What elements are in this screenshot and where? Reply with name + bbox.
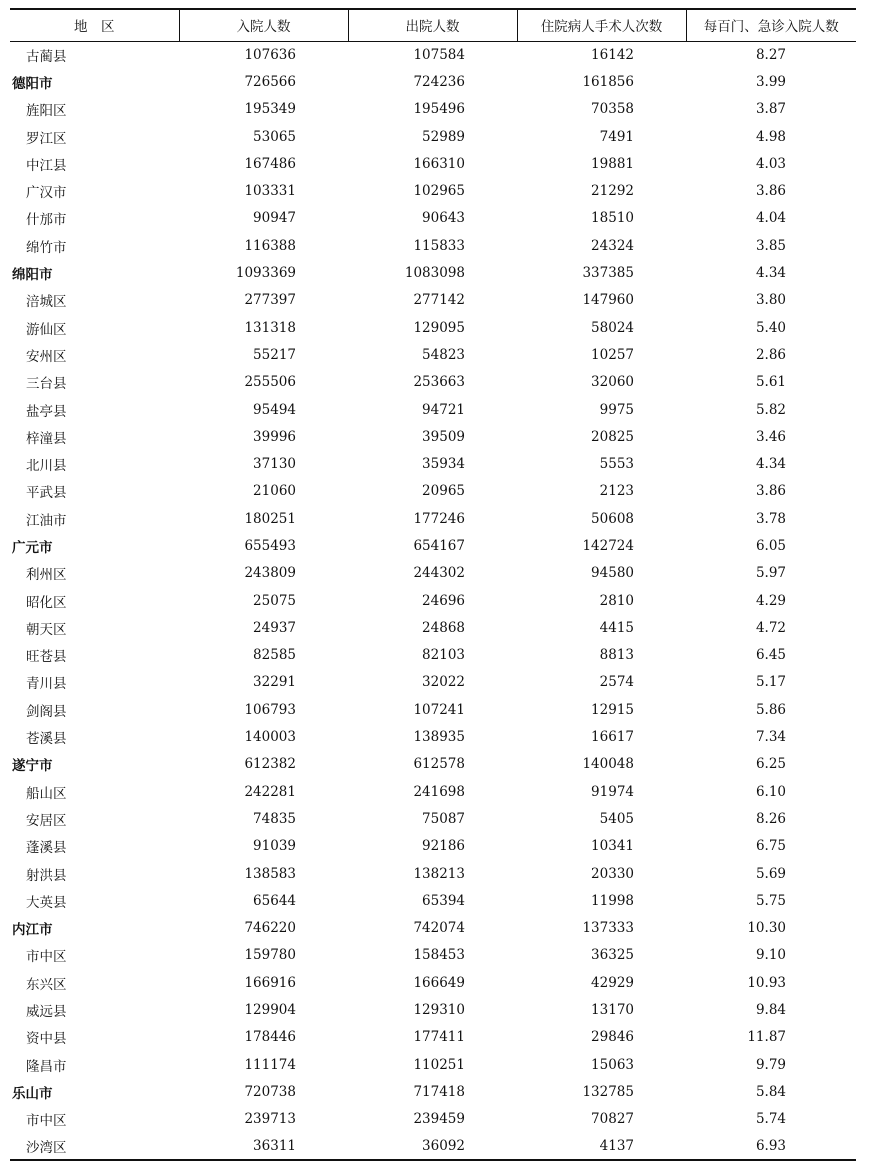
table-row xyxy=(10,560,856,587)
region-name-cell: 三台县 xyxy=(26,376,67,393)
discharges-cell: 65394 xyxy=(422,892,465,909)
admission-rate-cell: 5.75 xyxy=(755,892,786,909)
surgeries-cell: 58024 xyxy=(591,319,634,336)
admission-rate-cell: 3.78 xyxy=(755,510,786,527)
table-row xyxy=(10,614,856,641)
surgeries-cell: 20330 xyxy=(591,865,634,882)
admissions-cell: 243809 xyxy=(244,565,296,582)
discharges-cell: 654167 xyxy=(413,537,465,554)
table-row xyxy=(10,369,856,396)
admissions-cell: 53065 xyxy=(253,128,296,145)
admission-rate-cell: 10.30 xyxy=(747,920,786,937)
admissions-cell: 239713 xyxy=(244,1111,296,1128)
admission-rate-cell: 9.84 xyxy=(755,1002,786,1019)
admissions-cell: 255506 xyxy=(244,374,296,391)
surgeries-cell: 7491 xyxy=(599,128,634,145)
admission-rate-cell: 9.79 xyxy=(755,1056,786,1073)
admission-rate-cell: 4.03 xyxy=(755,155,786,172)
discharges-cell: 138935 xyxy=(413,729,465,746)
table-row xyxy=(10,232,856,259)
admission-rate-cell: 5.17 xyxy=(755,674,786,691)
admissions-cell: 39996 xyxy=(253,428,296,445)
table-row xyxy=(10,587,856,614)
region-name-cell: 绵竹市 xyxy=(26,239,67,256)
admissions-cell: 90947 xyxy=(253,210,296,227)
discharges-cell: 54823 xyxy=(422,346,465,363)
admission-rate-cell: 3.87 xyxy=(755,101,786,118)
admissions-cell: 746220 xyxy=(244,920,296,937)
admissions-cell: 1093369 xyxy=(235,265,296,282)
region-name-cell: 船山区 xyxy=(26,785,67,802)
discharges-cell: 1083098 xyxy=(404,265,465,282)
admissions-cell: 242281 xyxy=(244,783,296,800)
table-row xyxy=(10,177,856,204)
discharges-cell: 177246 xyxy=(413,510,465,527)
surgeries-cell: 19881 xyxy=(591,155,634,172)
header-admission-rate: 每百门、急诊入院人数 xyxy=(686,9,856,41)
region-name-cell: 苍溪县 xyxy=(26,731,67,748)
admission-rate-cell: 5.84 xyxy=(755,1083,786,1100)
table-row xyxy=(10,1133,856,1160)
discharges-cell: 110251 xyxy=(413,1056,465,1073)
region-name-cell: 内江市 xyxy=(12,922,53,939)
table-row xyxy=(10,1024,856,1051)
surgeries-cell: 20825 xyxy=(591,428,634,445)
region-name-cell: 利州区 xyxy=(26,567,67,584)
discharges-cell: 724236 xyxy=(413,73,465,90)
city-row xyxy=(10,1078,856,1105)
discharges-cell: 742074 xyxy=(413,920,465,937)
discharges-cell: 32022 xyxy=(422,674,465,691)
surgeries-cell: 142724 xyxy=(582,537,634,554)
admissions-cell: 107636 xyxy=(244,46,296,63)
surgeries-cell: 337385 xyxy=(582,265,634,282)
region-name-cell: 资中县 xyxy=(26,1031,67,1048)
admissions-cell: 103331 xyxy=(244,183,296,200)
region-name-cell: 大英县 xyxy=(26,894,67,911)
surgeries-cell: 10341 xyxy=(591,838,634,855)
region-name-cell: 中江县 xyxy=(26,157,67,174)
discharges-cell: 92186 xyxy=(422,838,465,855)
admissions-cell: 138583 xyxy=(244,865,296,882)
admissions-cell: 24937 xyxy=(253,619,296,636)
admissions-cell: 111174 xyxy=(244,1056,296,1073)
region-name-cell: 东兴区 xyxy=(26,976,67,993)
admissions-cell: 106793 xyxy=(244,701,296,718)
admission-rate-cell: 8.26 xyxy=(755,810,786,827)
admission-rate-cell: 5.82 xyxy=(755,401,786,418)
region-name-cell: 罗江区 xyxy=(26,130,67,147)
region-name-cell: 绵阳市 xyxy=(12,267,53,284)
discharges-cell: 195496 xyxy=(413,101,465,118)
discharges-cell: 129310 xyxy=(413,1002,465,1019)
surgeries-cell: 70827 xyxy=(591,1111,634,1128)
table-row xyxy=(10,996,856,1023)
city-row xyxy=(10,751,856,778)
surgeries-cell: 8813 xyxy=(599,647,634,664)
admissions-cell: 37130 xyxy=(253,456,296,473)
discharges-cell: 36092 xyxy=(348,1133,517,1160)
region-name-cell: 盐亭县 xyxy=(26,403,67,420)
admission-rate-cell: 3.80 xyxy=(755,292,786,309)
admissions-cell: 726566 xyxy=(244,73,296,90)
region-name-cell: 平武县 xyxy=(26,485,67,502)
table-row xyxy=(10,1051,856,1078)
admission-rate-cell: 4.72 xyxy=(755,619,786,636)
admissions-cell: 159780 xyxy=(244,947,296,964)
discharges-cell: 138213 xyxy=(413,865,465,882)
surgeries-cell: 91974 xyxy=(591,783,634,800)
table-row xyxy=(10,833,856,860)
discharges-cell: 158453 xyxy=(413,947,465,964)
admissions-cell: 21060 xyxy=(253,483,296,500)
region-name-cell: 什邡市 xyxy=(26,212,67,229)
city-row xyxy=(10,532,856,559)
discharges-cell: 244302 xyxy=(413,565,465,582)
admission-rate-cell: 6.10 xyxy=(755,783,786,800)
discharges-cell: 717418 xyxy=(413,1083,465,1100)
admissions-cell: 167486 xyxy=(244,155,296,172)
admission-rate-cell: 9.10 xyxy=(755,947,786,964)
admissions-cell: 91039 xyxy=(253,838,296,855)
discharges-cell: 35934 xyxy=(422,456,465,473)
discharges-cell: 177411 xyxy=(413,1029,465,1046)
table-row xyxy=(10,942,856,969)
discharges-cell: 75087 xyxy=(422,810,465,827)
surgeries-cell: 16617 xyxy=(591,729,634,746)
admission-rate-cell: 5.74 xyxy=(755,1111,786,1128)
table-row xyxy=(10,723,856,750)
admission-rate-cell: 4.04 xyxy=(755,210,786,227)
discharges-cell: 39509 xyxy=(422,428,465,445)
admission-rate-cell: 3.86 xyxy=(755,183,786,200)
admissions-cell: 612382 xyxy=(244,756,296,773)
surgeries-cell: 36325 xyxy=(591,947,634,964)
admission-rate-cell: 3.86 xyxy=(755,483,786,500)
discharges-cell: 129095 xyxy=(413,319,465,336)
surgeries-cell: 147960 xyxy=(582,292,634,309)
admission-rate-cell: 5.69 xyxy=(755,865,786,882)
surgeries-cell: 15063 xyxy=(591,1056,634,1073)
region-name-cell: 沙湾区 xyxy=(10,1133,179,1160)
surgeries-cell: 2123 xyxy=(599,483,634,500)
region-name-cell: 市中区 xyxy=(26,1113,67,1130)
region-name-cell: 古蔺县 xyxy=(26,48,67,65)
admission-rate-cell: 7.34 xyxy=(755,729,786,746)
table-row xyxy=(10,423,856,450)
discharges-cell: 115833 xyxy=(413,237,465,254)
surgeries-cell: 11998 xyxy=(591,892,634,909)
region-name-cell: 旺苍县 xyxy=(26,649,67,666)
region-name-cell: 梓潼县 xyxy=(26,430,67,447)
admissions-cell: 129904 xyxy=(244,1002,296,1019)
admission-rate-cell: 6.25 xyxy=(755,756,786,773)
admission-rate-cell: 5.86 xyxy=(755,701,786,718)
city-row xyxy=(10,259,856,286)
table-header xyxy=(10,9,856,41)
region-name-cell: 广元市 xyxy=(12,539,53,556)
header-admissions: 入院人数 xyxy=(179,9,348,41)
city-row xyxy=(10,915,856,942)
region-name-cell: 北川县 xyxy=(26,458,67,475)
admission-rate-cell: 10.93 xyxy=(747,974,786,991)
region-name-cell: 朝天区 xyxy=(26,621,67,638)
admission-rate-cell: 5.61 xyxy=(755,374,786,391)
admissions-cell: 116388 xyxy=(244,237,296,254)
discharges-cell: 166649 xyxy=(413,974,465,991)
surgeries-cell: 137333 xyxy=(582,920,634,937)
discharges-cell: 253663 xyxy=(413,374,465,391)
table-row xyxy=(10,1106,856,1133)
surgeries-cell: 4137 xyxy=(517,1133,686,1160)
surgeries-cell: 70358 xyxy=(591,101,634,118)
discharges-cell: 20965 xyxy=(422,483,465,500)
admissions-cell: 195349 xyxy=(244,101,296,118)
surgeries-cell: 18510 xyxy=(591,210,634,227)
discharges-cell: 52989 xyxy=(422,128,465,145)
table-row xyxy=(10,860,856,887)
admission-rate-cell: 3.99 xyxy=(755,73,786,90)
admission-rate-cell: 5.97 xyxy=(755,565,786,582)
header-discharges: 出院人数 xyxy=(348,9,517,41)
admissions-cell: 55217 xyxy=(253,346,296,363)
discharges-cell: 277142 xyxy=(413,292,465,309)
table-row xyxy=(10,505,856,532)
admission-rate-cell: 11.87 xyxy=(747,1029,786,1046)
discharges-cell: 239459 xyxy=(413,1111,465,1128)
admission-rate-cell: 8.27 xyxy=(755,46,786,63)
surgeries-cell: 140048 xyxy=(582,756,634,773)
table-body xyxy=(10,41,856,1160)
region-name-cell: 剑阁县 xyxy=(26,703,67,720)
admission-rate-cell: 3.46 xyxy=(755,428,786,445)
region-name-cell: 广汉市 xyxy=(26,185,67,202)
admissions-cell: 655493 xyxy=(244,537,296,554)
header-surgeries: 住院病人手术人次数 xyxy=(517,9,686,41)
surgeries-cell: 16142 xyxy=(591,46,634,63)
table-row xyxy=(10,887,856,914)
table-row xyxy=(10,450,856,477)
surgeries-cell: 32060 xyxy=(591,374,634,391)
discharges-cell: 107584 xyxy=(413,46,465,63)
admissions-cell: 74835 xyxy=(253,810,296,827)
city-row xyxy=(10,68,856,95)
admission-rate-cell: 6.05 xyxy=(755,537,786,554)
admissions-cell: 720738 xyxy=(244,1083,296,1100)
surgeries-cell: 9975 xyxy=(599,401,634,418)
discharges-cell: 24868 xyxy=(422,619,465,636)
region-name-cell: 青川县 xyxy=(26,676,67,693)
region-name-cell: 安居区 xyxy=(26,812,67,829)
admission-rate-cell: 5.40 xyxy=(755,319,786,336)
discharges-cell: 107241 xyxy=(413,701,465,718)
admission-rate-cell: 4.98 xyxy=(755,128,786,145)
table-row xyxy=(10,778,856,805)
admissions-cell: 178446 xyxy=(244,1029,296,1046)
table-row xyxy=(10,205,856,232)
surgeries-cell: 94580 xyxy=(591,565,634,582)
surgeries-cell: 2574 xyxy=(599,674,634,691)
surgeries-cell: 24324 xyxy=(591,237,634,254)
region-name-cell: 隆昌市 xyxy=(26,1058,67,1075)
region-name-cell: 乐山市 xyxy=(12,1085,53,1102)
discharges-cell: 94721 xyxy=(422,401,465,418)
discharges-cell: 90643 xyxy=(422,210,465,227)
table-row xyxy=(10,41,856,68)
region-name-cell: 昭化区 xyxy=(26,594,67,611)
table-row xyxy=(10,669,856,696)
surgeries-cell: 132785 xyxy=(582,1083,634,1100)
table-row xyxy=(10,805,856,832)
admissions-cell: 131318 xyxy=(244,319,296,336)
surgeries-cell: 12915 xyxy=(591,701,634,718)
region-name-cell: 威远县 xyxy=(26,1004,67,1021)
admissions-cell: 180251 xyxy=(244,510,296,527)
surgeries-cell: 5405 xyxy=(599,810,634,827)
surgeries-cell: 10257 xyxy=(591,346,634,363)
table-row xyxy=(10,969,856,996)
table-row xyxy=(10,396,856,423)
region-name-cell: 旌阳区 xyxy=(26,103,67,120)
region-name-cell: 涪城区 xyxy=(26,294,67,311)
admission-rate-cell: 3.85 xyxy=(755,237,786,254)
surgeries-cell: 2810 xyxy=(599,592,634,609)
region-name-cell: 蓬溪县 xyxy=(26,840,67,857)
surgeries-cell: 29846 xyxy=(591,1029,634,1046)
surgeries-cell: 42929 xyxy=(591,974,634,991)
table-row xyxy=(10,478,856,505)
admission-rate-cell: 2.86 xyxy=(755,346,786,363)
surgeries-cell: 4415 xyxy=(599,619,634,636)
admissions-cell: 166916 xyxy=(244,974,296,991)
admission-rate-cell: 6.75 xyxy=(755,838,786,855)
admission-rate-cell: 4.34 xyxy=(755,456,786,473)
discharges-cell: 82103 xyxy=(422,647,465,664)
admission-rate-cell: 6.93 xyxy=(686,1133,856,1160)
region-name-cell: 江油市 xyxy=(26,512,67,529)
discharges-cell: 102965 xyxy=(413,183,465,200)
table-row xyxy=(10,123,856,150)
table-row xyxy=(10,314,856,341)
admissions-cell: 32291 xyxy=(253,674,296,691)
region-name-cell: 安州区 xyxy=(26,348,67,365)
region-name-cell: 市中区 xyxy=(26,949,67,966)
region-name-cell: 遂宁市 xyxy=(12,758,53,775)
admissions-cell: 277397 xyxy=(244,292,296,309)
surgeries-cell: 21292 xyxy=(591,183,634,200)
admissions-cell: 95494 xyxy=(253,401,296,418)
header-region: 地 区 xyxy=(10,9,179,41)
admission-rate-cell: 4.29 xyxy=(755,592,786,609)
discharges-cell: 612578 xyxy=(413,756,465,773)
admissions-cell: 140003 xyxy=(244,729,296,746)
table-row xyxy=(10,150,856,177)
admissions-cell: 82585 xyxy=(253,647,296,664)
discharges-cell: 241698 xyxy=(413,783,465,800)
discharges-cell: 166310 xyxy=(413,155,465,172)
table-row xyxy=(10,341,856,368)
region-name-cell: 游仙区 xyxy=(26,321,67,338)
admission-rate-cell: 4.34 xyxy=(755,265,786,282)
discharges-cell: 24696 xyxy=(422,592,465,609)
surgeries-cell: 161856 xyxy=(582,73,634,90)
admissions-cell: 25075 xyxy=(253,592,296,609)
table-row xyxy=(10,96,856,123)
admissions-cell: 36311 xyxy=(179,1133,348,1160)
surgeries-cell: 5553 xyxy=(599,456,634,473)
admissions-cell: 65644 xyxy=(253,892,296,909)
region-name-cell: 德阳市 xyxy=(12,75,53,92)
statistics-table xyxy=(10,8,856,1161)
region-name-cell: 射洪县 xyxy=(26,867,67,884)
surgeries-cell: 13170 xyxy=(591,1002,634,1019)
surgeries-cell: 50608 xyxy=(591,510,634,527)
table-row xyxy=(10,287,856,314)
table-row xyxy=(10,642,856,669)
admission-rate-cell: 6.45 xyxy=(755,647,786,664)
table-row xyxy=(10,696,856,723)
header-row xyxy=(10,9,856,41)
